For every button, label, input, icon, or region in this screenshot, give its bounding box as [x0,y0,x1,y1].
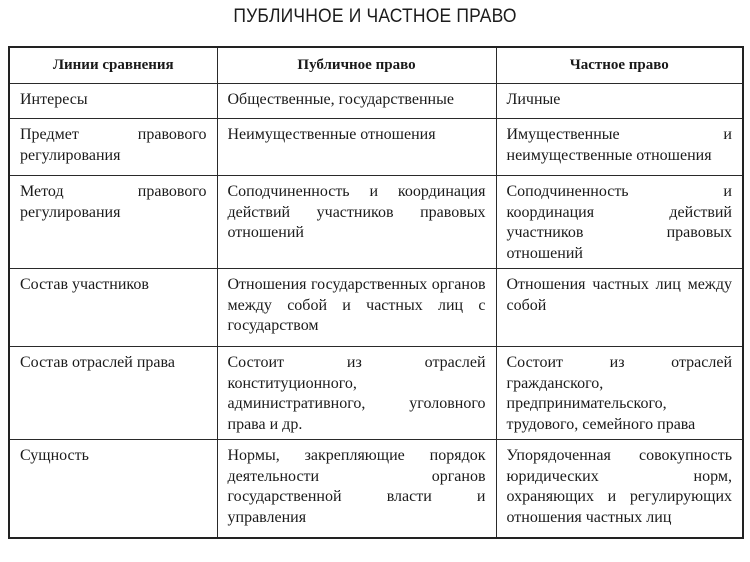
cell-private: Имущественные и неимущественные отношения [496,119,743,176]
cell-public: Общественные, государственные [217,84,496,119]
header-public-law: Публичное право [217,47,496,84]
header-criterion: Линии сравнения [9,47,217,84]
table-row [9,119,743,176]
page-title: ПУБЛИЧНОЕ И ЧАСТНОЕ ПРАВО [233,6,517,27]
header-row [9,47,743,84]
cell-public: Соподчиненность и координация действий участников правовых отношений [217,176,496,269]
table-row [9,440,743,539]
comparison-table [8,46,744,539]
cell-criterion: Интересы [9,84,217,119]
table-row [9,347,743,440]
cell-private: Соподчиненность и координация действий участников правовых отношений [496,176,743,269]
cell-criterion: Состав отраслей права [9,347,217,440]
cell-private: Отношения частных лиц между собой [496,269,743,347]
header-private-law: Частное право [496,47,743,84]
cell-public: Состоит из отраслей конституционного, административного, уголовного права и др. [217,347,496,440]
cell-public: Нормы, закрепляющие порядок деятельности органов государственной власти и управления [217,440,496,539]
cell-private: Упорядоченная совокупность юридических норм, охраняющих и регулирующих отношения частных лиц [496,440,743,539]
table-row [9,176,743,269]
cell-private: Состоит из отраслей гражданского, предпринимательского, трудового, семейного права [496,347,743,440]
cell-private: Личные [496,84,743,119]
cell-public: Неимущественные отношения [217,119,496,176]
cell-criterion: Предмет правового регулирования [9,119,217,176]
cell-criterion: Метод правового регулирования [9,176,217,269]
cell-criterion: Состав участников [9,269,217,347]
table-row [9,269,743,347]
cell-criterion: Сущность [9,440,217,539]
cell-public: Отношения государственных органов между собой и частных лиц с государством [217,269,496,347]
table-row [9,84,743,119]
